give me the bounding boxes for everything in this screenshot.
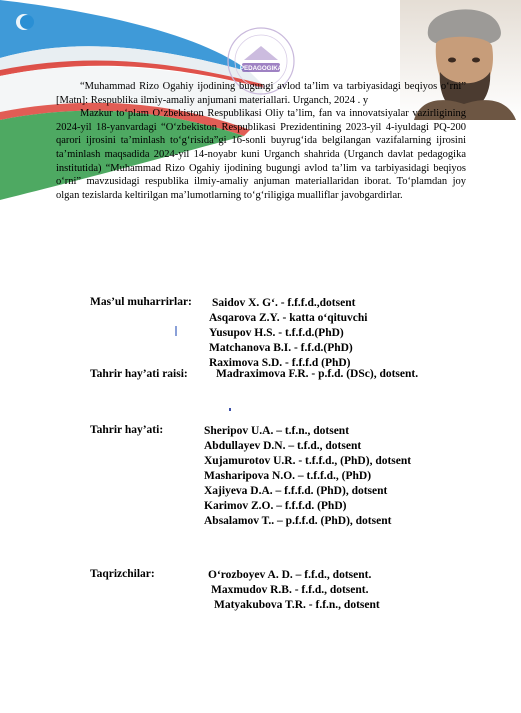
logo-text: PEDAGOGIKA (239, 65, 283, 72)
editor-name: Asqarova Z.Y. - katta o‘qituvchi (209, 312, 368, 324)
reviewers-list (208, 568, 380, 613)
reviewer-name: O‘rozboyev A. D. – f.f.d., dotsent. (208, 569, 372, 581)
board-member-name: Xujamurotov U.R. - t.f.f.d., (PhD), dotsent (204, 455, 412, 467)
editor-name: Raximova S.D. - f.f.f.d (PhD) (209, 357, 351, 369)
reviewers-label: Taqrizchilar: (90, 568, 155, 580)
board-chair-label: Tahrir hay’ati raisi: (90, 368, 188, 380)
intro-text (56, 80, 466, 202)
board-member-name: Xajiyeva D.A. – f.f.f.d. (PhD), dotsent (204, 485, 388, 497)
editor-name: Matchanova B.I. - f.f.d.(PhD) (209, 342, 353, 354)
board-member-name: Masharipova N.O. – t.f.f.d., (PhD) (204, 470, 372, 482)
board-member-name: Abdullayev D.N. – t.f.d., dotsent (204, 440, 362, 452)
editorial-board-label: Tahrir hay’ati: (90, 424, 164, 436)
description-paragraph: Mazkur to‘plam O‘zbekiston Respublikasi Oliy ta’lim, fan va innovatsiyalar vazirligining 2024-yil 18-yanvardagi “O‘zbekiston Respublikasi Prezidentining 2023-yil 4-iyuldagi PQ-200 qarori ijrosini ta’minlash to‘g‘risida”gi 16-sonli buyrug‘ida belgilangan vazifalarning ijrosini ta’minlash maqsadida 2024-yil 14-noyabr kuni Urganch shahrida (Urganch davlat pedagogika institutida) “Muhammad Rizo Ogahiy ijodining bugungi avlod ta’lim va tarbiyasidagi beqiyos o‘rni” mavzusidagi respublika ilmiy-amaliy anjuman materiallaridan iborat. To‘plamdan joy olgan tezislarda keltirilgan ma’lumotlarning to‘g‘riligiga mualliflar javobgardirlar. (56, 108, 466, 201)
board-member-name: Sheripov U.A. – t.f.n., dotsent (204, 425, 350, 437)
citation-paragraph: “Muhammad Rizo Ogahiy ijodining bugungi avlod ta’lim va tarbiyasidagi beqiyos o‘rni” [Matn]: Respublika ilmiy-amaliy anjumani materiallari. Urganch, 2024 . y (56, 81, 466, 106)
editorial-board-list (204, 424, 411, 529)
editor-name: Saidov X. G‘. - f.f.f.d.,dotsent (212, 297, 356, 309)
stray-mark (229, 408, 231, 411)
reviewer-name: Matyakubova T.R. - f.f.n., dotsent (214, 599, 380, 611)
stray-mark (175, 326, 177, 336)
board-member-name: Absalamov T.. – p.f.f.d. (PhD), dotsent (204, 515, 392, 527)
board-chair-name: Madraximova F.R. - p.f.d. (DSc), dotsent. (216, 368, 419, 380)
responsible-editors-list (209, 296, 368, 371)
responsible-editors-label: Mas’ul muharrirlar: (90, 296, 192, 308)
board-member-name: Karimov Z.O. – f.f.f.d. (PhD) (204, 500, 347, 512)
editor-name: Yusupov H.S. - t.f.f.d.(PhD) (209, 327, 344, 339)
reviewer-name: Maxmudov R.B. - f.f.d., dotsent. (211, 584, 369, 596)
